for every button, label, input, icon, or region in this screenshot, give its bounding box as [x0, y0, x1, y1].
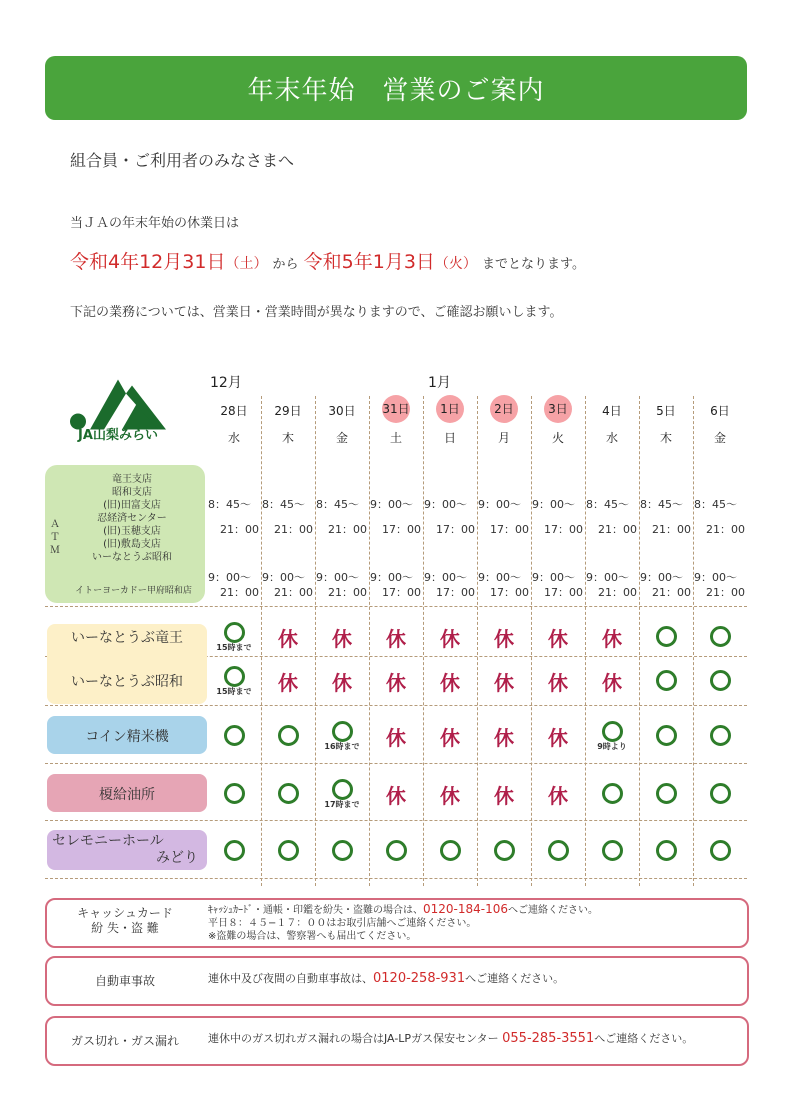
hours-note: 15時まで	[216, 687, 252, 696]
day-of-week: 金	[713, 431, 726, 445]
closed-mark: 休	[602, 627, 622, 651]
open-circle-icon	[656, 725, 677, 746]
open-circle-icon	[656, 783, 677, 804]
greeting: 組合員・ご利用者のみなさまへ	[70, 151, 295, 170]
closed-mark: 休	[386, 784, 406, 808]
atm-hours-close: 21：00	[274, 523, 313, 536]
date: 28日	[220, 404, 248, 418]
row-divider	[45, 705, 747, 706]
column-divider	[531, 396, 532, 886]
column-divider	[315, 396, 316, 886]
date: 29日	[274, 404, 302, 418]
cash-text-b: へご連絡ください。	[508, 905, 599, 916]
atm-hours-close: 21：00	[328, 586, 367, 599]
row-divider	[45, 878, 747, 879]
logo-text: JA山梨みらい	[78, 428, 158, 443]
closed-mark: 休	[440, 627, 460, 651]
open-circle-icon	[332, 840, 353, 861]
open-circle-icon	[224, 783, 245, 804]
atm-hours-close: 17：00	[490, 523, 529, 536]
info-label-gas: ガス切れ・ガス漏れ	[70, 1034, 179, 1048]
day-of-week: 金	[335, 431, 348, 445]
date-holiday: 31日	[382, 395, 410, 423]
atm-hours-open: 9：00～	[370, 571, 413, 584]
info-body-gas	[208, 1032, 693, 1045]
cash-line3: ※盗難の場合は、警察署へも届出てください。	[208, 931, 417, 942]
atm-hours-open: 8：45～	[208, 498, 251, 511]
day-of-week: 月	[497, 431, 510, 445]
closed-mark: 休	[494, 726, 514, 750]
atm-hours-open: 8：45～	[694, 498, 737, 511]
atm-hours-close: 17：00	[436, 586, 475, 599]
closed-mark: 休	[440, 726, 460, 750]
open-circle-icon	[386, 840, 407, 861]
column-divider	[639, 396, 640, 886]
holiday-period	[70, 247, 585, 274]
closed-mark: 休	[548, 627, 568, 651]
page-title-banner	[45, 56, 747, 120]
closed-mark: 休	[548, 784, 568, 808]
closed-mark: 休	[332, 671, 352, 695]
open-circle-icon	[332, 779, 353, 800]
atm-hours-close: 21：00	[598, 523, 637, 536]
date: 5日	[656, 404, 676, 418]
service-label: いーなとうぶ昭和	[71, 674, 183, 690]
open-circle-icon	[224, 840, 245, 861]
month-january: 1月	[428, 375, 451, 391]
hours-note: 9時より	[597, 742, 627, 751]
atm-branch: いーなとうぶ昭和	[92, 552, 172, 563]
open-circle-icon	[278, 840, 299, 861]
column-divider	[369, 396, 370, 886]
date: 30日	[328, 404, 356, 418]
service-label: 榎給油所	[99, 787, 155, 803]
open-circle-icon	[656, 626, 677, 647]
info-body-cash-card	[208, 903, 598, 943]
column-divider	[585, 396, 586, 886]
atm-branch: (旧)田富支店	[103, 500, 161, 511]
gas-text-a: 連休中のガス切れガス漏れの場合はJA-LPガス保安センター	[208, 1032, 503, 1045]
holiday-suffix: までとなります。	[482, 257, 585, 272]
date-holiday: 1日	[436, 395, 464, 423]
service-label-line: セレモニーホール	[52, 833, 164, 849]
atm-hours-close: 21：00	[706, 586, 745, 599]
day-of-week: 土	[389, 431, 402, 445]
atm-hours-open: 8：45～	[586, 498, 629, 511]
service-label-line: みどり	[156, 850, 198, 866]
atm-hours-open: 9：00～	[424, 571, 467, 584]
closed-mark: 休	[278, 671, 298, 695]
atm-hours-close: 17：00	[436, 523, 475, 536]
atm-branch: (旧)敷島支店	[103, 539, 161, 550]
page-title: 年末年始 営業のご案内	[247, 75, 545, 106]
intro-text: 当ＪＡの年末年始の休業日は	[70, 216, 240, 231]
cash-phone: 0120-184-106	[423, 902, 509, 916]
open-circle-icon	[332, 721, 353, 742]
info-label-car-accident: 自動車事故	[94, 974, 155, 988]
info-label-cash-line1: キャッシュカード	[77, 906, 173, 920]
holiday-kara: から	[272, 257, 299, 272]
closed-mark: 休	[386, 627, 406, 651]
atm-branch: 昭和支店	[112, 487, 152, 498]
open-circle-icon	[602, 721, 623, 742]
open-circle-icon	[278, 783, 299, 804]
date-holiday: 3日	[544, 395, 572, 423]
atm-hours-open: 9：00～	[370, 498, 413, 511]
service-label: いーなとうぶ竜王	[71, 630, 183, 646]
car-text-a: 連休中及び夜間の自動車事故は、	[208, 972, 373, 985]
day-of-week: 水	[605, 431, 618, 445]
open-circle-icon	[224, 666, 245, 687]
row-divider	[45, 763, 747, 764]
atm-letter-m: Ｍ	[50, 545, 60, 556]
day-of-week: 木	[281, 431, 294, 445]
atm-hours-open: 8：45～	[262, 498, 305, 511]
atm-hours-close: 21：00	[652, 586, 691, 599]
closed-mark: 休	[548, 726, 568, 750]
atm-hours-open: 9：00～	[208, 571, 251, 584]
atm-hours-close: 17：00	[382, 523, 421, 536]
date: 6日	[710, 404, 730, 418]
atm-vertical-label	[49, 518, 61, 557]
column-divider	[423, 396, 424, 886]
atm-hours-close: 17：00	[544, 523, 583, 536]
row-divider	[45, 606, 747, 607]
service-label: コイン精米機	[85, 729, 169, 745]
atm-hours-close: 21：00	[274, 586, 313, 599]
closed-mark: 休	[548, 671, 568, 695]
date-holiday: 2日	[490, 395, 518, 423]
info-label-cash-line2: 紛 失・盗 難	[91, 921, 159, 935]
atm-branch: (旧)玉穂支店	[103, 526, 161, 537]
date: 4日	[602, 404, 622, 418]
closed-mark: 休	[386, 671, 406, 695]
open-circle-icon	[224, 622, 245, 643]
open-circle-icon	[440, 840, 461, 861]
closed-mark: 休	[494, 784, 514, 808]
hours-note: 17時まで	[324, 800, 360, 809]
atm-hours-open: 8：45～	[316, 498, 359, 511]
atm-hours-close: 21：00	[220, 586, 259, 599]
holiday-to-dow: （火）	[434, 256, 477, 272]
open-circle-icon	[710, 626, 731, 647]
atm-hours-close: 21：00	[706, 523, 745, 536]
closed-mark: 休	[278, 627, 298, 651]
closed-mark: 休	[332, 627, 352, 651]
atm-hours-close: 17：00	[544, 586, 583, 599]
gas-phone: 055-285-3551	[502, 1031, 595, 1046]
closed-mark: 休	[602, 671, 622, 695]
atm-hours-open: 9：00～	[478, 571, 521, 584]
open-circle-icon	[710, 670, 731, 691]
closed-mark: 休	[440, 784, 460, 808]
holiday-to: 令和5年1月3日	[303, 251, 435, 273]
closed-mark: 休	[440, 671, 460, 695]
hours-note: 16時まで	[324, 742, 360, 751]
atm-hours-open: 9：00～	[532, 571, 575, 584]
atm-hours-open: 9：00～	[262, 571, 305, 584]
column-divider	[261, 396, 262, 886]
info-body-car-accident	[208, 972, 564, 985]
open-circle-icon	[548, 840, 569, 861]
atm-hours-close: 21：00	[598, 586, 637, 599]
open-circle-icon	[710, 725, 731, 746]
atm-hours-open: 9：00～	[424, 498, 467, 511]
car-phone: 0120-258-931	[373, 971, 466, 986]
open-circle-icon	[710, 783, 731, 804]
hours-note: 15時まで	[216, 643, 252, 652]
open-circle-icon	[278, 725, 299, 746]
atm-branch-list	[62, 473, 202, 564]
atm-hours-open: 9：00～	[640, 571, 683, 584]
closed-mark: 休	[494, 671, 514, 695]
atm-hours-close: 21：00	[652, 523, 691, 536]
day-of-week: 日	[443, 431, 456, 445]
atm-ito-label: イトーヨーカドー甲府昭和店	[75, 586, 192, 596]
atm-hours-close: 21：00	[220, 523, 259, 536]
day-of-week: 水	[227, 431, 240, 445]
atm-hours-open: 9：00～	[694, 571, 737, 584]
atm-letter-t: Ｔ	[50, 532, 60, 543]
day-of-week: 木	[659, 431, 672, 445]
open-circle-icon	[494, 840, 515, 861]
atm-branch: 忍経済センター	[97, 513, 167, 524]
day-of-week: 火	[551, 431, 564, 445]
atm-hours-open: 9：00～	[316, 571, 359, 584]
holiday-from-dow: （土）	[225, 256, 268, 272]
open-circle-icon	[656, 670, 677, 691]
atm-hours-open: 8：45～	[640, 498, 683, 511]
notice-text: 下記の業務については、営業日・営業時間が異なりますので、ご確認お願いします。	[70, 305, 563, 320]
atm-hours-open: 9：00～	[532, 498, 575, 511]
atm-branch: 竜王支店	[112, 474, 152, 485]
holiday-from: 令和4年12月31日	[70, 251, 226, 273]
atm-hours-close: 17：00	[382, 586, 421, 599]
atm-hours-close: 21：00	[328, 523, 367, 536]
cash-text-a: ｷｬｯｼｭｶｰﾄﾞ・通帳・印鑑を紛失・盗難の場合は、	[208, 905, 423, 916]
atm-letter-a: Ａ	[50, 519, 60, 530]
atm-hours-close: 17：00	[490, 586, 529, 599]
gas-text-b: へご連絡ください。	[594, 1032, 694, 1045]
open-circle-icon	[710, 840, 731, 861]
atm-hours-open: 9：00～	[478, 498, 521, 511]
row-divider	[45, 820, 747, 821]
open-circle-icon	[656, 840, 677, 861]
car-text-b: へご連絡ください。	[465, 972, 565, 985]
month-december: 12月	[210, 375, 242, 391]
open-circle-icon	[224, 725, 245, 746]
open-circle-icon	[602, 783, 623, 804]
column-divider	[477, 396, 478, 886]
closed-mark: 休	[386, 726, 406, 750]
atm-hours-open: 9：00～	[586, 571, 629, 584]
column-divider	[693, 396, 694, 886]
info-label-cash-card	[50, 906, 200, 936]
open-circle-icon	[602, 840, 623, 861]
cash-line2: 平日８：４５−１７：００はお取引店舗へご連絡ください。	[208, 918, 477, 929]
closed-mark: 休	[494, 627, 514, 651]
